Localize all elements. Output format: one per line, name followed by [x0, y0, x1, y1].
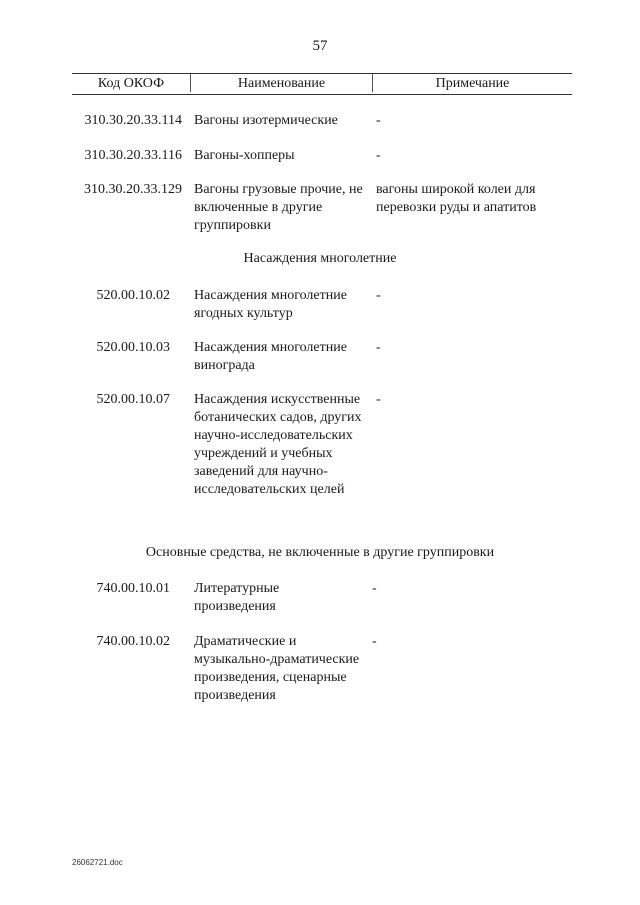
page-number: 57 [312, 38, 328, 54]
section-title: Основные средства, не включенные в другие группировки [145, 545, 495, 560]
row-name: Литературные произведения [194, 581, 280, 614]
section-title: Насаждения многолетние [243, 251, 397, 266]
row-code: 740.00.10.02 [96, 634, 170, 649]
row-name: Насаждения искусственные ботанических садов, других научно-исследовательских учреждений и учебных заведений для научно-исследовательских целей [194, 392, 362, 497]
row-name: Вагоны грузовые прочие, не включенные в другие группировки [194, 182, 363, 233]
row-note: вагоны широкой колеи для перевозки руды и апатитов [376, 182, 537, 215]
row-name: Вагоны-хопперы [194, 148, 295, 163]
header-note: Примечание [372, 74, 572, 92]
row-note: - [376, 113, 381, 128]
row-code: 310.30.20.33.114 [84, 113, 182, 128]
row-name: Насаждения многолетние винограда [194, 340, 347, 373]
footer-filename: 26062721.doc [72, 858, 123, 867]
table-header [72, 73, 572, 95]
row-note: - [372, 581, 377, 596]
row-code: 740.00.10.01 [96, 581, 170, 596]
row-note: - [376, 288, 381, 303]
row-code: 520.00.10.03 [96, 340, 170, 355]
row-code: 310.30.20.33.116 [84, 148, 182, 163]
header-code: Код ОКОФ [97, 76, 165, 91]
header-name: Наименование [190, 74, 372, 92]
row-note: - [376, 392, 381, 407]
row-note: - [376, 340, 381, 355]
row-note: - [376, 148, 381, 163]
row-code: 310.30.20.33.129 [84, 182, 182, 197]
row-name: Насаждения многолетние ягодных культур [194, 288, 347, 321]
row-code: 520.00.10.02 [96, 288, 170, 303]
row-name: Вагоны изотермические [194, 113, 338, 128]
row-name: Драматические и музыкально-драматические произведения, сценарные произведения [194, 634, 360, 703]
row-code: 520.00.10.07 [96, 392, 170, 407]
row-note: - [372, 634, 377, 649]
